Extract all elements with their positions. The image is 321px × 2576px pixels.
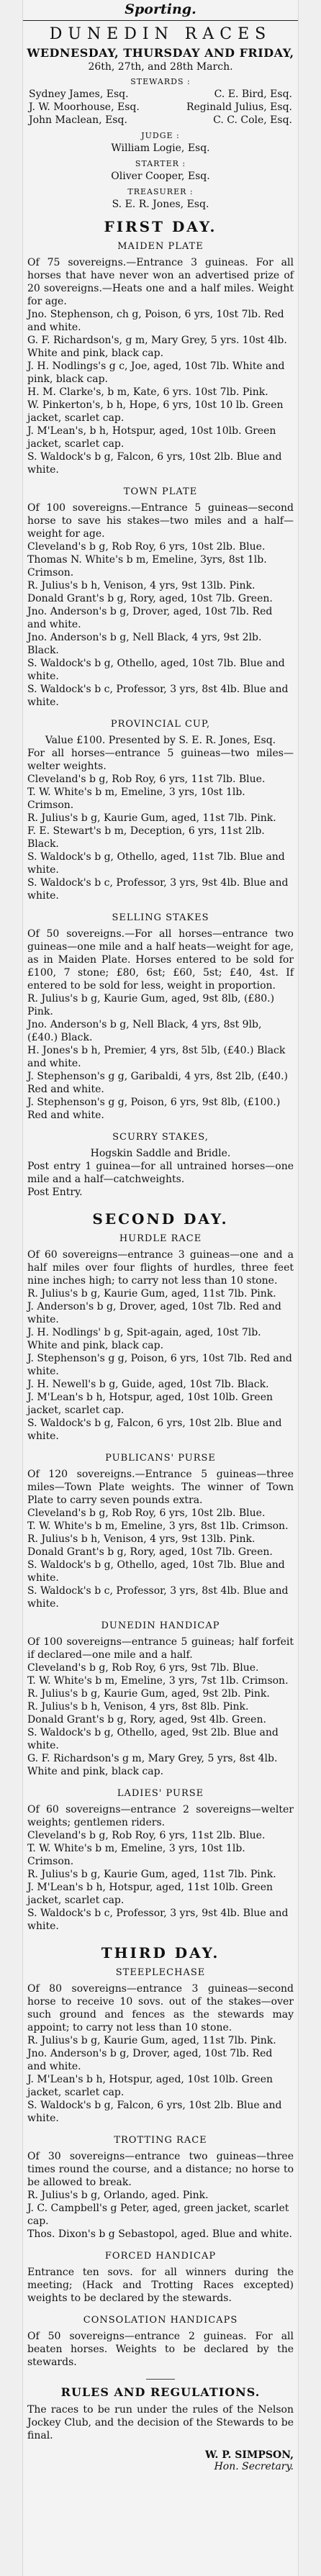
race-entry: R. Julius's b g, Kaurie Gum, aged, 11st 7lb. Pink. (27, 2035, 276, 2046)
judge-heading: JUDGE : (141, 131, 180, 140)
race-entry: Thos. Dixon's b g Sebastopol, aged. Blue and white. (27, 2228, 292, 2240)
race-entry: Jno. Anderson's b g, Drover, aged, 10st 7lb. Red and white. (27, 2048, 273, 2072)
race-conditions: Entrance ten sovs. for all winners during the meeting; (Hack and Trotting Races excepted) weights to be declared by the stewards. (27, 2267, 294, 2304)
race-entry: R. Julius's b h, Venison, 4 yrs, 9st 13lb. Pink. (27, 1533, 256, 1545)
race-entry: Cleveland's b g, Rob Roy, 6 yrs, 11st 2lb. Blue. (27, 1830, 266, 1841)
race-entry: H. Jones's b h, Premier, 4 yrs, 8st 5lb, (£40.) Black and white. (27, 1045, 286, 1069)
race-title: SCURRY STAKES, (112, 1132, 209, 1143)
race-title: STEEPLECHASE (115, 1967, 206, 1978)
stewards-list (23, 88, 298, 127)
race-entry: T. W. White's b m, Emeline, 3 yrs, 8st 1lb. Crimson. (27, 1520, 289, 1532)
race-entry: J. M'Lean's b h, Hotspur, aged, 11st 10lb. Green jacket, scarlet cap. (27, 1882, 273, 1906)
race-gap (23, 2369, 298, 2373)
race-entry: R. Julius's b h, Venison, 4 yrs, 9st 13lb. Pink. (27, 580, 256, 591)
race-gap (23, 1778, 298, 1782)
race-entry: R. Julius's b g, Kaurie Gum, aged, 11st 7lb. Pink. (27, 1288, 276, 1300)
stewards-heading: STEWARDS : (130, 77, 191, 86)
stewards-row (29, 101, 292, 114)
race-entry: S. Waldock's b c, Professor, 3 yrs, 9st 4lb. Blue and white. (27, 1908, 289, 1932)
signature-name: W. P. SIMPSON, (204, 2449, 294, 2461)
rules-separator (146, 2379, 175, 2380)
race-entry: H. M. Clarke's, b m, Kate, 6 yrs. 10st 7lb. Pink. (27, 386, 268, 398)
day-title: THIRD DAY. (101, 1944, 220, 1962)
race-conditions: Of 60 sovereigns—entrance 2 sovereigns—welter weights; gentlemen riders. (27, 1804, 294, 1828)
race-entry: T. W. White's b m, Emeline, 3 yrs, 10st 1lb. Crimson. (27, 786, 245, 811)
race-title: TOWN PLATE (123, 486, 198, 497)
steward-name: Sydney James, Esq. (29, 89, 129, 100)
race-gap (23, 902, 298, 907)
race-title: SELLING STAKES (112, 912, 209, 923)
rules-title: RULES AND REGULATIONS. (60, 2385, 261, 2399)
race-title: PROVINCIAL CUP, (110, 719, 211, 730)
race-entry: S. Waldock's b g, Falcon, 6 yrs, 10st 2lb. Blue and white. (27, 2100, 282, 2124)
race-gap (23, 2241, 298, 2245)
starter-heading: STARTER : (135, 159, 186, 168)
race-title: LADIES' PURSE (117, 1788, 204, 1799)
race-entry: G. F. Richardson's g m, Mary Grey, 5 yrs, 8st 4lb. White and pink, black cap. (27, 1753, 278, 1777)
race-gap (23, 2305, 298, 2309)
race-entry: S. Waldock's b g, Othello, aged, 10st 7lb. Blue and white. (27, 1559, 285, 1584)
race-conditions: Of 100 sovereigns—entrance 5 guineas; half forfeit if declared—one mile and a half. (27, 1636, 294, 1661)
race-conditions: Of 80 sovereigns—entrance 3 guineas—second horse to receive 10 sovs. out of the stakes—over such ground and fences as the stewards may appoint; to carry not less than 10 stone. (27, 1983, 294, 2033)
treasurer-name: S. E. R. Jones, Esq. (112, 199, 209, 210)
steward-name: C. C. Cole, Esq. (213, 114, 292, 126)
steward-name: C. E. Bird, Esq. (214, 89, 292, 100)
race-conditions: Of 75 sovereigns.—Entrance 3 guineas. For all horses that have never won an advertised prize of 20 sovereigns.—Heats one and a half miles. Weight for age. (27, 257, 294, 307)
newspaper-column (23, 0, 298, 2576)
race-entry: R. Julius's b h, Venison, 4 yrs, 8st 8lb. Pink. (27, 1701, 249, 1713)
steward-name: Reginald Julius, Esq. (186, 101, 292, 113)
race-entry: R. Julius's b g, Orlando, aged. Pink. (27, 2190, 209, 2201)
race-conditions: Of 100 sovereigns.—Entrance 5 guineas—second horse to save his stakes—two miles and a half—weight for age. (27, 502, 294, 540)
race-entry: R. Julius's b g, Kaurie Gum, aged, 9st 2lb. Pink. (27, 1688, 270, 1700)
race-conditions: Of 60 sovereigns—entrance 3 guineas—one and a half miles over four flights of hurdles, three feet nine inches high; to carry not less than 10 stone. (27, 1249, 294, 1287)
race-entry: Jno. Stephenson, ch g, Poison, 6 yrs, 10st 7lb. Red and white. (27, 309, 284, 333)
starter-name: Oliver Cooper, Esq. (111, 171, 210, 182)
race-title: TROTTING RACE (114, 2135, 207, 2146)
section-kicker: Sporting. (125, 1, 196, 17)
race-entry: Jno. Anderson's b g, Nell Black, 4 yrs, 9st 2lb. Black. (27, 632, 262, 656)
race-entry: T. W. White's b m, Emeline, 3 yrs, 7st 1lb. Crimson. (27, 1675, 289, 1687)
day-title: FIRST DAY. (104, 218, 217, 235)
race-entry: Donald Grant's b g, Rory, aged, 10st 7lb. Green. (27, 1546, 273, 1558)
race-day (23, 218, 298, 1203)
race-entry: S. Waldock's b c, Professor, 3 yrs, 8st 4lb. Blue and white. (27, 1585, 289, 1610)
race-entry: R. Julius's b g, Kaurie Gum, aged, 9st 8lb, (£80.) Pink. (27, 993, 275, 1017)
page-title: DUNEDIN RACES (49, 25, 272, 43)
race-conditions: Of 50 sovereigns—entrance 2 guineas. For all beaten horses. Weights to be declared by the stewards. (27, 2331, 294, 2368)
race-title: CONSOLATION HANDICAPS (83, 2315, 238, 2326)
race-gap (23, 709, 298, 713)
race-entry: R. Julius's b g, Kaurie Gum, aged, 11st 7lb. Pink. (27, 1869, 276, 1880)
race-entry: S. Waldock's b g, Othello, aged, 11st 7lb. Blue and white. (27, 851, 285, 876)
race-entry: J. M'Lean's b h, Hotspur, aged, 10st 10lb. Green jacket, scarlet cap. (27, 1392, 273, 1416)
race-entry: J. M'Lean's b h, Hotspur, aged, 10st 10lb. Green jacket, scarlet cap. (27, 2074, 273, 2098)
race-entry: Cleveland's b g, Rob Roy, 6 yrs, 11st 7lb. Blue. (27, 774, 266, 785)
steward-name: J. W. Moorhouse, Esq. (29, 101, 140, 113)
race-conditions: For all horses—entrance 5 guineas—two miles—welter weights. (27, 748, 294, 772)
race-entry: S. Waldock's b c, Professor, 3 yrs, 8st 4lb. Blue and white. (27, 684, 289, 708)
race-dates: 26th, 27th, and 28th March. (88, 61, 233, 73)
race-entry: R. Julius's b g, Kaurie Gum, aged, 11st 7lb. Pink. (27, 812, 276, 824)
stewards-row (29, 114, 292, 127)
race-entry: J. C. Campbell's g Peter, aged, green jacket, scarlet cap. (27, 2203, 289, 2227)
race-entry: J. Stephenson's g g, Poison, 6 yrs, 10st 7lb. Red and white. (27, 1353, 292, 1377)
race-subtitle: Value £100. Presented by S. E. R. Jones, Esq. (45, 735, 276, 746)
race-entry: S. Waldock's b c, Professor, 3 yrs, 9st 4lb. Blue and white. (27, 877, 289, 902)
day-title: SECOND DAY. (92, 1210, 229, 1228)
race-entry: S. Waldock's b g, Othello, aged, 9st 2lb. Blue and white. (27, 1727, 279, 1751)
judge-name: William Logie, Esq. (111, 142, 210, 154)
race-conditions: Of 50 sovereigns.—For all horses—entrance two guineas—one mile and a half heats—weight for age, as in Maiden Plate. Horses entered to be sold for £100, 7 stone; £80, 6st; £60, 5st; £40, 4st. If entered to be sold for less, weight in proportion. (27, 928, 294, 992)
race-entry: Post Entry. (27, 1187, 83, 1198)
race-title: PUBLICANS' PURSE (105, 1453, 216, 1464)
rules-text: The races to be run under the rules of the Nelson Jockey Club, and the decision of the Stewards to be final. (27, 2404, 294, 2441)
race-entry: Jno. Anderson's b g, Nell Black, 4 yrs, 8st 9lb, (£40.) Black. (27, 1019, 262, 1043)
race-conditions: Of 30 sovereigns—entrance two guineas—three times round the course, and a distance; no horse to be allowed to break. (27, 2151, 294, 2188)
race-gap (23, 1933, 298, 1937)
treasurer-heading: TREASURER : (127, 187, 194, 196)
race-title: MAIDEN PLATE (117, 241, 204, 252)
race-entry: S. Waldock's b g, Othello, aged, 10st 7lb. Blue and white. (27, 658, 285, 682)
race-entry: J. Anderson's b g, Drover, aged, 10st 7lb. Red and white. (27, 1301, 281, 1325)
race-conditions: Post entry 1 guinea—for all untrained horses—one mile and a half—catchweights. (27, 1161, 294, 1185)
race-day (23, 1944, 298, 2373)
race-entry: Thomas N. White's b m, Emeline, 3yrs, 8st 1lb. Crimson. (27, 554, 267, 579)
race-subtitle: Hogskin Saddle and Bridle. (90, 1148, 231, 1159)
race-entry: Donald Grant's b g, Rory, aged, 10st 7lb. Green. (27, 593, 273, 604)
race-gap (23, 1443, 298, 1447)
stewards-row (29, 88, 292, 101)
race-entry: S. Waldock's b g, Falcon, 6 yrs, 10st 2lb. Blue and white. (27, 451, 282, 476)
race-entry: Cleveland's b g, Rob Roy, 6 yrs, 10st 2lb. Blue. (27, 541, 266, 553)
race-gap (23, 1610, 298, 1615)
page-subtitle: WEDNESDAY, THURSDAY AND FRIDAY, (27, 46, 294, 60)
race-title: FORCED HANDICAP (104, 2251, 217, 2262)
race-entry: S. Waldock's b g, Falcon, 6 yrs, 10st 2lb. Blue and white. (27, 1418, 282, 1442)
race-entry: T. W. White's b m, Emeline, 3 yrs, 10st 1lb. Crimson. (27, 1843, 245, 1867)
race-entry: J. Stephenson's g g, Poison, 6 yrs, 9st 8lb, (£100.) Red and white. (27, 1097, 281, 1121)
signature-title: Hon. Secretary. (214, 2461, 294, 2472)
race-title: DUNEDIN HANDICAP (101, 1620, 220, 1631)
header-rule (23, 20, 298, 21)
steward-name: John Maclean, Esq. (29, 114, 127, 126)
race-entry: F. E. Stewart's b m, Deception, 6 yrs, 11st 2lb. Black. (27, 825, 265, 850)
race-entry: G. F. Richardson's, g m, Mary Grey, 5 yrs. 10st 4lb. White and pink, black cap. (27, 335, 287, 359)
race-gap (23, 476, 298, 481)
race-entry: J. H. Nodlings's g c, Joe, aged, 10st 7lb. White and pink, black cap. (27, 360, 285, 385)
race-entry: J. H. Newell's b g, Guide, aged, 10st 7lb. Black. (27, 1379, 269, 1390)
race-gap (23, 2125, 298, 2129)
race-entry: W. Pinkerton's, b h, Hope, 6 yrs, 10st 10 lb. Green jacket, scarlet cap. (27, 399, 284, 424)
race-day (23, 1210, 298, 1937)
race-entry: Cleveland's b g, Rob Roy, 6 yrs, 10st 2lb. Blue. (27, 1507, 266, 1519)
race-gap (23, 1122, 298, 1126)
race-entry: J. M'Lean's, b h, Hotspur, aged, 10st 10lb. Green jacket, scarlet cap. (27, 425, 276, 450)
race-entry: J. Stephenson's g g, Garibaldi, 4 yrs, 8st 2lb, (£40.) Red and white. (27, 1071, 288, 1095)
race-entry: Cleveland's b g, Rob Roy, 6 yrs, 9st 7lb. Blue. (27, 1662, 259, 1674)
race-entry: Donald Grant's b g, Rory, aged, 9st 4lb. Green. (27, 1714, 266, 1725)
race-program (23, 218, 298, 2373)
race-gap (23, 1199, 298, 1203)
race-entry: J. H. Nodlings' b g, Spit-again, aged, 10st 7lb. White and pink, black cap. (27, 1327, 261, 1351)
race-conditions: Of 120 sovereigns.—Entrance 5 guineas—three miles—Town Plate weights. The winner of Town Plate to carry seven pounds extra. (27, 1469, 294, 1506)
race-entry: Jno. Anderson's b g, Drover, aged, 10st 7lb. Red and white. (27, 606, 273, 630)
race-title: HURDLE RACE (119, 1233, 202, 1244)
